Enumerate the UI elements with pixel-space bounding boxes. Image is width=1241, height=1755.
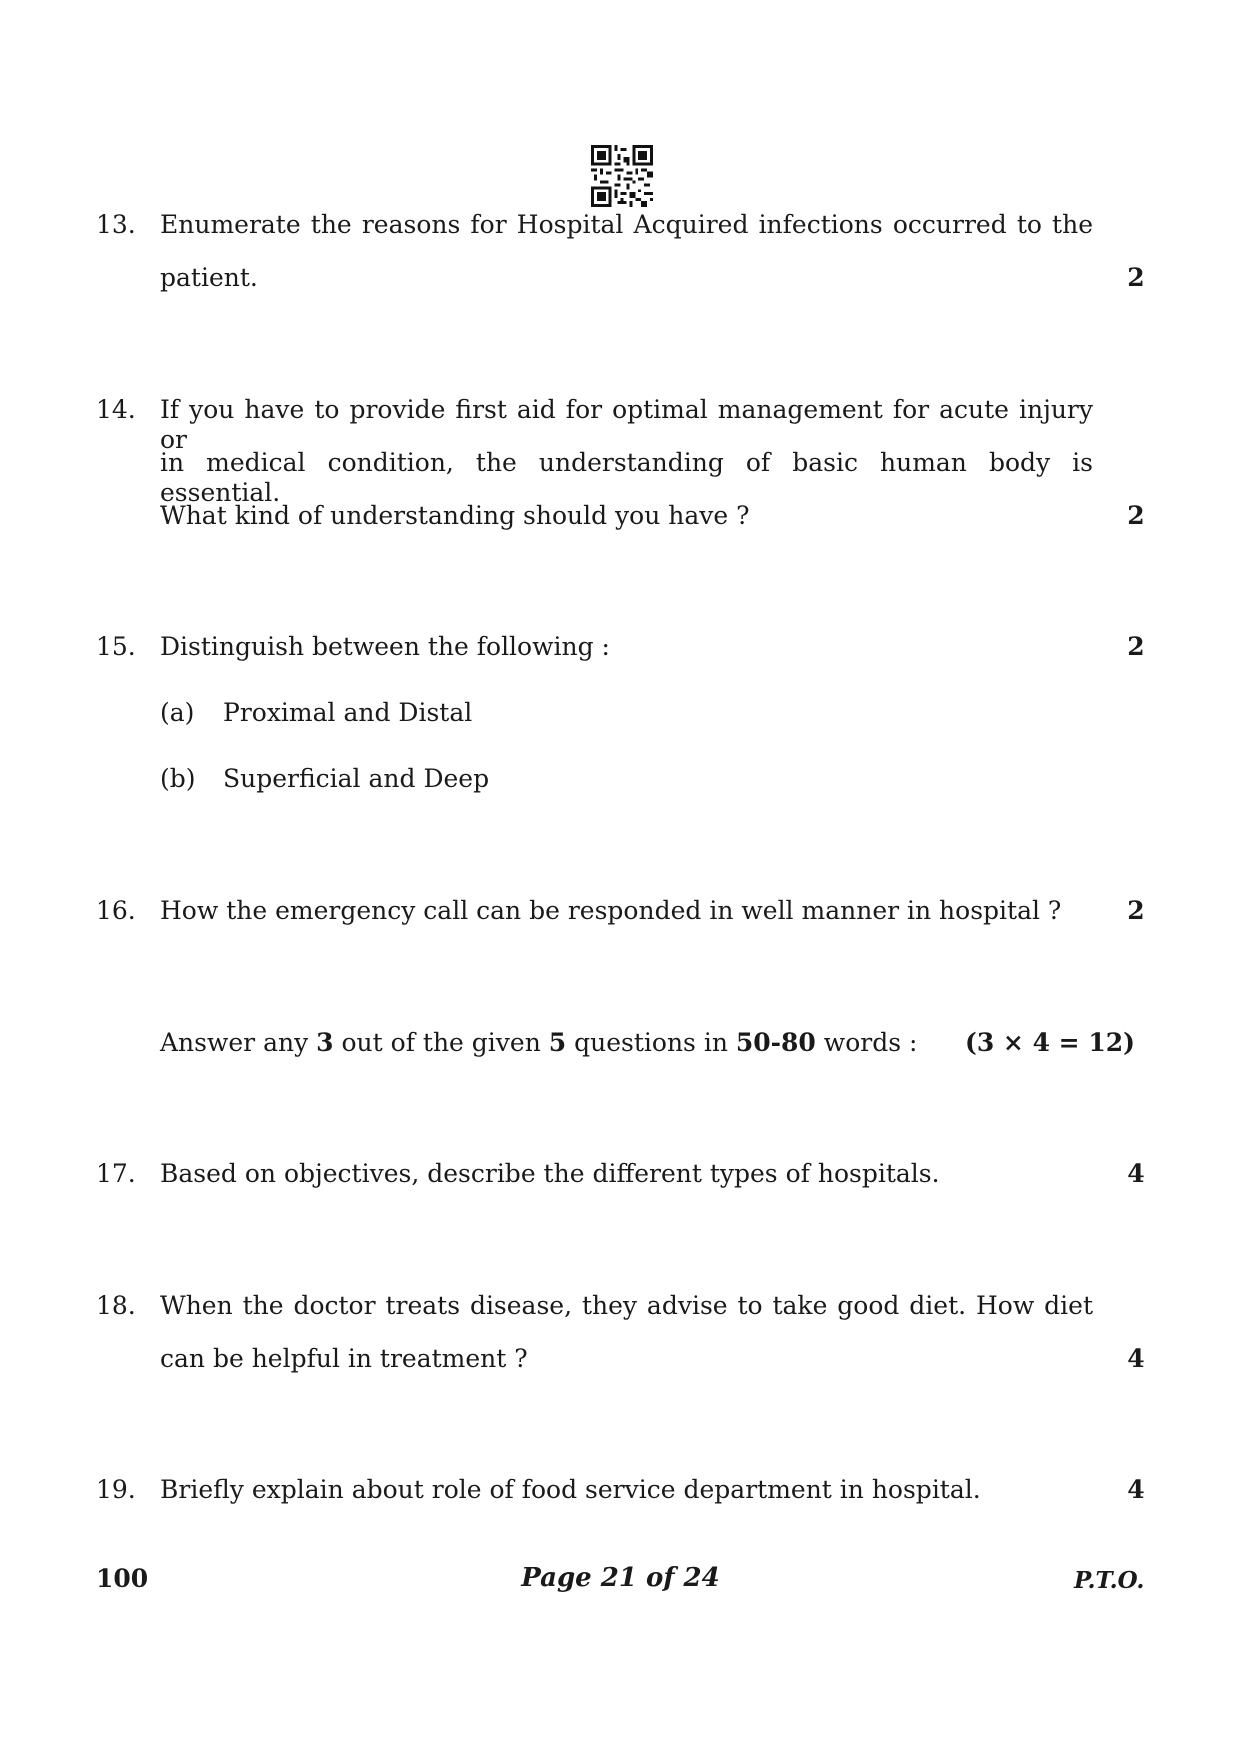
question-marks: 2 [1127,896,1145,925]
question-number: 15. [96,632,136,661]
question-marks: 2 [1127,501,1145,530]
question-text: If you have to provide first aid for optimal management for acute injury or [160,395,1093,454]
question-text: in medical condition, the understanding of basic human body is essential. [160,448,1093,507]
question-text: What kind of understanding should you have ? [160,501,750,530]
section-marks-formula: (3 × 4 = 12) [965,1028,1135,1057]
page-number: Page 21 of 24 [521,1563,720,1593]
question-text: Enumerate the reasons for Hospital Acquired infections occurred to the [160,210,1093,239]
question-marks: 4 [1127,1159,1145,1188]
pto-label: P.T.O. [1074,1567,1145,1594]
paper-code: 100 [96,1564,149,1593]
question-number: 18. [96,1291,136,1320]
question-number: 13. [96,210,136,239]
question-text: Distinguish between the following : [160,632,610,661]
section-instruction: Answer any 3 out of the given 5 questions in 50-80 words : [160,1028,918,1057]
question-marks: 2 [1127,632,1145,661]
subpart-text: Proximal and Distal [223,698,473,727]
question-text: How the emergency call can be responded in well manner in hospital ? [160,896,1062,925]
question-marks: 4 [1127,1344,1145,1373]
question-marks: 4 [1127,1475,1145,1504]
question-number: 16. [96,896,136,925]
subpart-label: (a) [160,698,195,727]
question-marks: 2 [1127,263,1145,292]
question-text: Based on objectives, describe the different types of hospitals. [160,1159,940,1188]
qr-code [591,145,653,207]
subpart-label: (b) [160,764,196,793]
question-number: 19. [96,1475,136,1504]
question-number: 17. [96,1159,136,1188]
question-number: 14. [96,395,136,424]
question-text: patient. [160,263,258,292]
question-text: can be helpful in treatment ? [160,1344,528,1373]
question-text: Briefly explain about role of food service department in hospital. [160,1475,981,1504]
question-text: When the doctor treats disease, they advise to take good diet. How diet [160,1291,1093,1320]
subpart-text: Superficial and Deep [223,764,490,793]
